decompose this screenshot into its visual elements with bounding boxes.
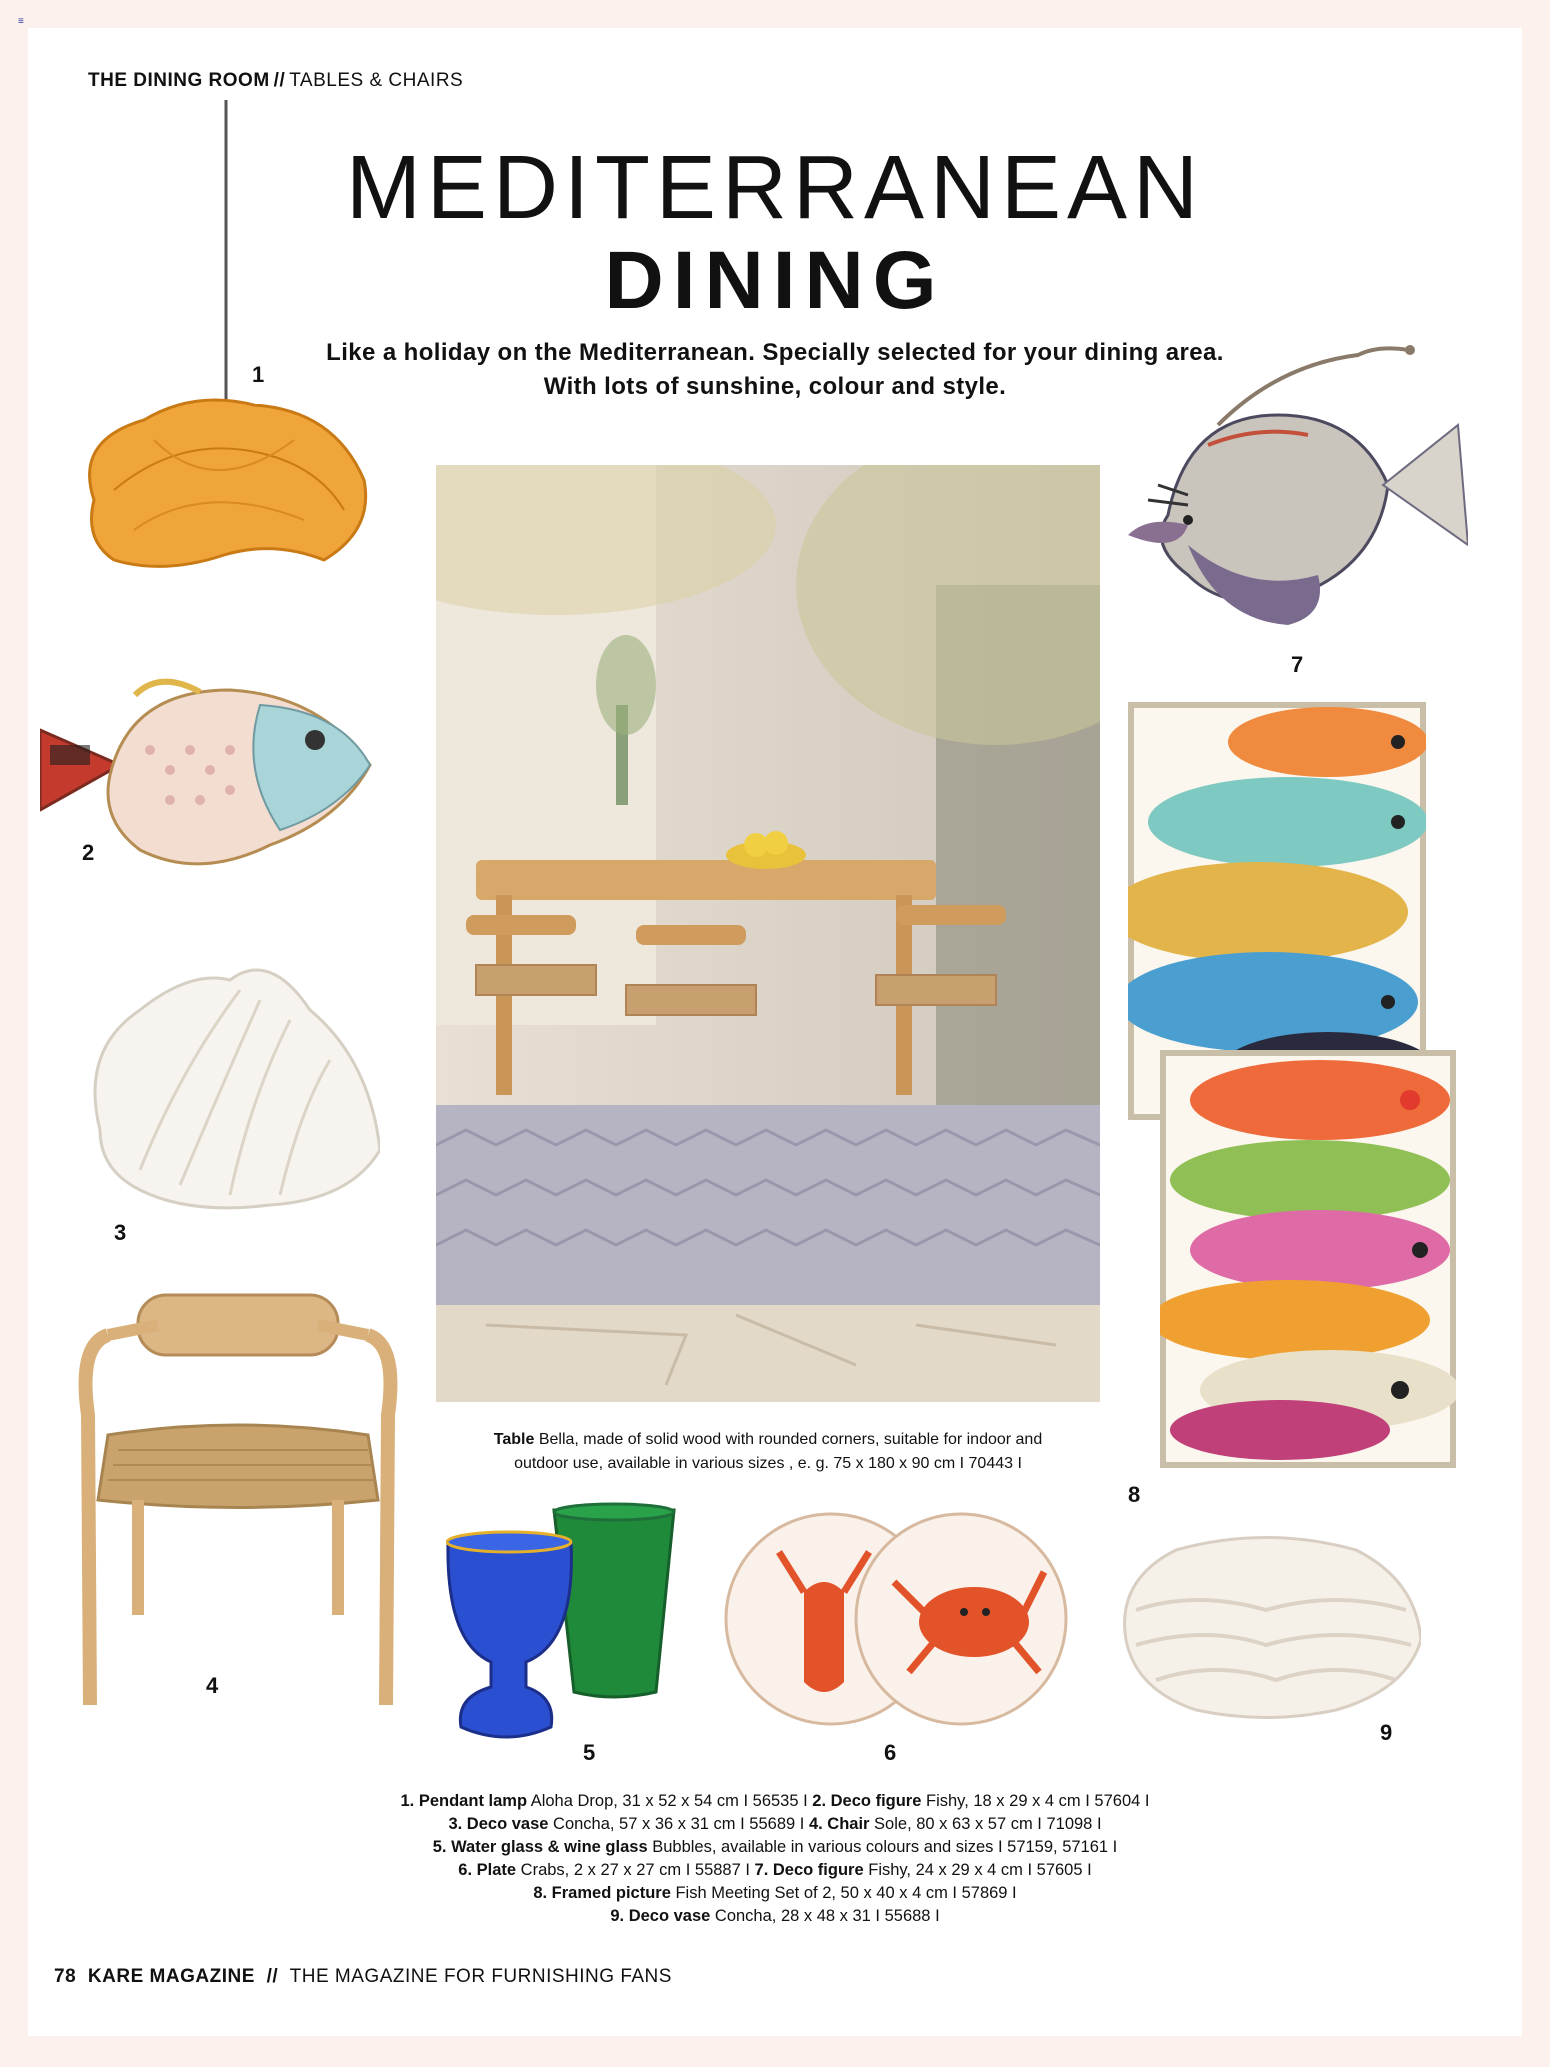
item-number-2: 2 <box>82 840 95 865</box>
legend-item-1-details: Aloha Drop, 31 x 52 x 54 cm I 56535 I <box>527 1792 813 1810</box>
page-footer <box>54 1966 672 1988</box>
legend-item-7-name: 7. Deco figure <box>754 1861 864 1879</box>
legend-item-6-details: Crabs, 2 x 27 x 27 cm I 55887 I <box>516 1861 755 1879</box>
legend-item-2-name: 2. Deco figure <box>812 1792 922 1810</box>
subtitle-line2: With lots of sunshine, colour and style. <box>543 373 1007 400</box>
legend-item-2-details: Fishy, 18 x 29 x 4 cm I 57604 I <box>921 1792 1150 1810</box>
legend-line-5 <box>250 1882 1300 1905</box>
legend-item-7-details: Fishy, 24 x 29 x 4 cm I 57605 I <box>863 1861 1092 1879</box>
page-number: 78 <box>54 1966 77 1987</box>
page-title-line1: MEDITERRANEAN <box>345 138 1205 238</box>
legend-line-4 <box>250 1859 1300 1882</box>
legend-item-1-name: 1. Pendant lamp <box>400 1792 528 1810</box>
caption-text1: Bella, made of solid wood with rounded corners, suitable for indoor and <box>534 1431 1043 1448</box>
glasses-image <box>446 1502 676 1742</box>
chair-image <box>78 1285 398 1705</box>
header-separator: // <box>273 70 286 91</box>
subtitle-line1: Like a holiday on the Mediterranean. Specially selected for your dining area. <box>326 339 1224 366</box>
framed-picture-fish-2 <box>1160 1050 1456 1468</box>
caption-line2: outdoor use, available in various sizes , e. g. 75 x 180 x 90 cm I 70443 I <box>514 1455 1022 1472</box>
legend-item-9-details: Concha, 28 x 48 x 31 I 55688 I <box>710 1907 940 1925</box>
caption-line1 <box>436 1428 1100 1452</box>
item-number-8: 8 <box>1128 1482 1141 1507</box>
magazine-tagline: THE MAGAZINE FOR FURNISHING FANS <box>289 1966 672 1987</box>
section-name: THE DINING ROOM <box>88 70 270 91</box>
item-number-5: 5 <box>583 1740 596 1765</box>
section-header <box>88 70 463 92</box>
item-number-7: 7 <box>1291 652 1304 677</box>
legend-item-6-name: 6. Plate <box>458 1861 517 1879</box>
legend-item-3-name: 3. Deco vase <box>448 1815 549 1833</box>
legend-item-4-name: 4. Chair <box>808 1815 870 1833</box>
product-legend <box>250 1790 1300 1928</box>
legend-item-5-name: 5. Water glass & wine glass <box>432 1838 648 1856</box>
item-number-1: 1 <box>252 362 265 387</box>
page-title-line2: DINING <box>604 235 946 326</box>
item-number-3: 3 <box>114 1220 127 1245</box>
page-subtitle <box>275 336 1275 404</box>
menu-icon[interactable]: ≡ <box>18 16 24 27</box>
item-number-6: 6 <box>884 1740 897 1765</box>
legend-item-5-details: Bubbles, available in various colours and sizes I 57159, 57161 I <box>647 1838 1118 1856</box>
legend-line-2 <box>250 1813 1300 1836</box>
main-photo-caption <box>436 1428 1100 1476</box>
legend-line-6 <box>250 1905 1300 1928</box>
legend-item-3-details: Concha, 57 x 36 x 31 cm I 55689 I <box>548 1815 809 1833</box>
legend-item-8-details: Fish Meeting Set of 2, 50 x 40 x 4 cm I 57869 I <box>670 1884 1017 1902</box>
caption-bold: Table <box>493 1431 535 1448</box>
pendant-lamp-image <box>74 100 374 575</box>
deco-fish-figure-large-image <box>1128 345 1468 625</box>
item-number-4: 4 <box>206 1673 219 1698</box>
footer-separator: // <box>266 1966 279 1987</box>
plates-image <box>724 1512 1068 1727</box>
magazine-name: KARE MAGAZINE <box>87 1966 255 1987</box>
legend-item-9-name: 9. Deco vase <box>610 1907 711 1925</box>
legend-line-3 <box>250 1836 1300 1859</box>
shell-bowl-image <box>1116 1530 1421 1720</box>
dining-scene-photo <box>436 465 1100 1402</box>
legend-line-1 <box>250 1790 1300 1813</box>
item-number-9: 9 <box>1380 1720 1393 1745</box>
legend-item-4-details: Sole, 80 x 63 x 57 cm I 71098 I <box>869 1815 1102 1833</box>
legend-item-8-name: 8. Framed picture <box>533 1884 671 1902</box>
shell-vase-image <box>80 950 380 1215</box>
subsection-name: TABLES & CHAIRS <box>289 70 464 91</box>
